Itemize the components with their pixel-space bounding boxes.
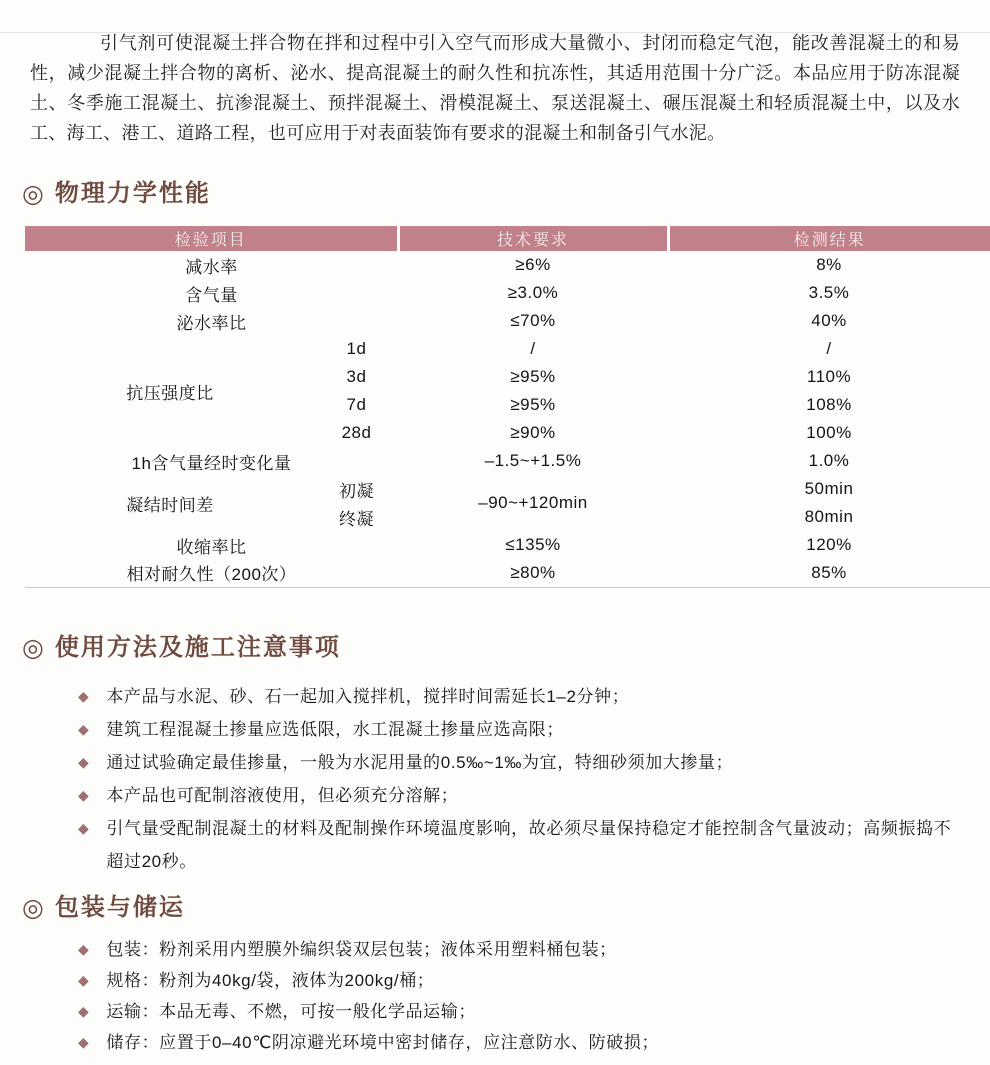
bullet-text: 规格：粉剂为40kg/袋，液体为200kg/桶； [106, 970, 435, 990]
list-item [78, 1027, 962, 1058]
cell-result: 108% [806, 395, 852, 414]
cell-age: 7d [346, 395, 367, 414]
cell-result: 8% [816, 255, 842, 274]
cell-item: 减水率 [185, 257, 238, 277]
section-title-text: 包装与储运 [54, 893, 185, 921]
cell-result: 80min [804, 507, 854, 526]
header-technical-requirement: 技术要求 [398, 226, 668, 251]
cell-item: 相对耐久性（200次） [126, 565, 297, 585]
cell-requirement: ≤70% [510, 311, 556, 330]
cell-requirement: ≥95% [510, 367, 556, 386]
list-item [78, 746, 962, 779]
table-row [25, 559, 990, 587]
diamond-bullet-icon: ◆ [78, 786, 90, 803]
list-item [78, 934, 962, 965]
properties-table [25, 226, 990, 588]
bullet-text: 本产品与水泥、砂、石一起加入搅拌机，搅拌时间需延长1–2分钟； [106, 686, 630, 706]
top-hairline [0, 32, 990, 33]
diamond-bullet-icon: ◆ [78, 819, 90, 836]
diamond-bullet-icon: ◆ [78, 720, 90, 737]
bullet-text: 建筑工程混凝土掺量应选低限，水工混凝土掺量应选高限； [106, 719, 564, 739]
list-item [78, 812, 962, 878]
table-row [25, 475, 990, 503]
list-item [78, 779, 962, 812]
cell-requirement: ≥80% [510, 562, 556, 582]
cell-age: 3d [346, 367, 367, 386]
bullseye-marker-icon: ◎ [22, 633, 46, 662]
table-row [25, 447, 990, 475]
cell-item-group: 抗压强度比 [126, 383, 214, 403]
cell-result: 110% [806, 367, 852, 386]
cell-requirement: ≥3.0% [507, 283, 559, 302]
table-header-row [25, 226, 990, 251]
table-row [25, 307, 990, 335]
table-row [25, 335, 990, 363]
cell-item: 收缩率比 [176, 537, 247, 557]
table-row [25, 279, 990, 307]
list-item [78, 996, 962, 1027]
cell-result: 3.5% [808, 283, 850, 302]
section-title-text: 使用方法及施工注意事项 [54, 633, 341, 661]
diamond-bullet-icon: ◆ [78, 1002, 90, 1019]
usage-bullet-list [78, 680, 962, 878]
cell-result: 85% [811, 562, 847, 582]
cell-requirement: ≥6% [515, 255, 551, 274]
section-title-physical [22, 178, 990, 210]
bullet-text: 包装：粉剂采用内塑膜外编织袋双层包装；液体采用塑料桶包装； [106, 939, 617, 959]
cell-result: / [826, 339, 832, 358]
cell-stage: 初凝 [339, 481, 374, 501]
bullet-text: 运输：本品无毒、不燃，可按一般化学品运输； [106, 1001, 476, 1021]
bullseye-marker-icon: ◎ [22, 180, 46, 208]
cell-item-group: 凝结时间差 [126, 495, 214, 515]
cell-item: 1h含气量经时变化量 [131, 453, 292, 473]
diamond-bullet-icon: ◆ [78, 971, 90, 988]
bullet-text: 本产品也可配制溶液使用，但必须充分溶解； [106, 785, 459, 805]
bullet-text: 引气量受配制混凝土的材料及配制操作环境温度影响，故必须尽量保持稳定才能控制含气量波动；高频振捣不超过20秒。 [106, 818, 952, 871]
bullet-text: 通过试验确定最佳掺量，一般为水泥用量的0.5‰~1‰为宜，特细砂须加大掺量； [106, 752, 734, 772]
cell-stage: 终凝 [339, 509, 374, 529]
cell-result: 40% [811, 311, 847, 330]
diamond-bullet-icon: ◆ [78, 1033, 90, 1050]
intro-paragraph: 引气剂可使混凝土拌合物在拌和过程中引入空气而形成大量微小、封闭而稳定气泡，能改善混凝土的和易性，减少混凝土拌合物的离析、泌水、提高混凝土的耐久性和抗冻性，其适用范围十分广泛。本品应用于防冻混凝土、冬季施工混凝土、抗渗混凝土、预拌混凝土、滑模混凝土、泵送混凝土、碾压混凝土和轻质混凝土中，以及水工、海工、港工、道路工程，也可应用于对表面装饰有要求的混凝土和制备引气水泥。 [30, 33, 960, 143]
header-inspection-item: 检验项目 [25, 226, 398, 251]
table-row [25, 251, 990, 279]
header-test-result: 检测结果 [668, 226, 990, 251]
table-row [25, 531, 990, 559]
datasheet-page [0, 28, 990, 1065]
cell-age: 28d [341, 423, 372, 442]
bullseye-marker-icon: ◎ [22, 893, 46, 922]
cell-item: 泌水率比 [176, 313, 247, 333]
cell-result: 1.0% [808, 451, 850, 470]
list-item [78, 713, 962, 746]
cell-requirement: –1.5~+1.5% [484, 451, 582, 470]
section-title-packaging [22, 892, 990, 924]
cell-result: 120% [806, 535, 852, 554]
section-title-usage [22, 632, 990, 664]
list-item [78, 965, 962, 996]
section-title-text: 物理力学性能 [54, 180, 211, 207]
cell-requirement: ≤135% [505, 535, 561, 554]
diamond-bullet-icon: ◆ [78, 753, 90, 770]
cell-result: 50min [804, 479, 854, 498]
cell-requirement: ≥95% [510, 395, 556, 414]
list-item [78, 680, 962, 713]
diamond-bullet-icon: ◆ [78, 687, 90, 704]
cell-requirement: ≥90% [510, 423, 556, 442]
diamond-bullet-icon: ◆ [78, 940, 90, 957]
cell-requirement: / [530, 339, 536, 358]
cell-result: 100% [806, 423, 852, 442]
cell-requirement: –90~+120min [478, 493, 588, 512]
bullet-text: 储存：应置于0–40℃阴凉避光环境中密封储存，应注意防水、防破损； [106, 1032, 660, 1052]
packaging-bullet-list [78, 934, 962, 1058]
cell-age: 1d [346, 339, 367, 358]
cell-item: 含气量 [185, 285, 238, 305]
